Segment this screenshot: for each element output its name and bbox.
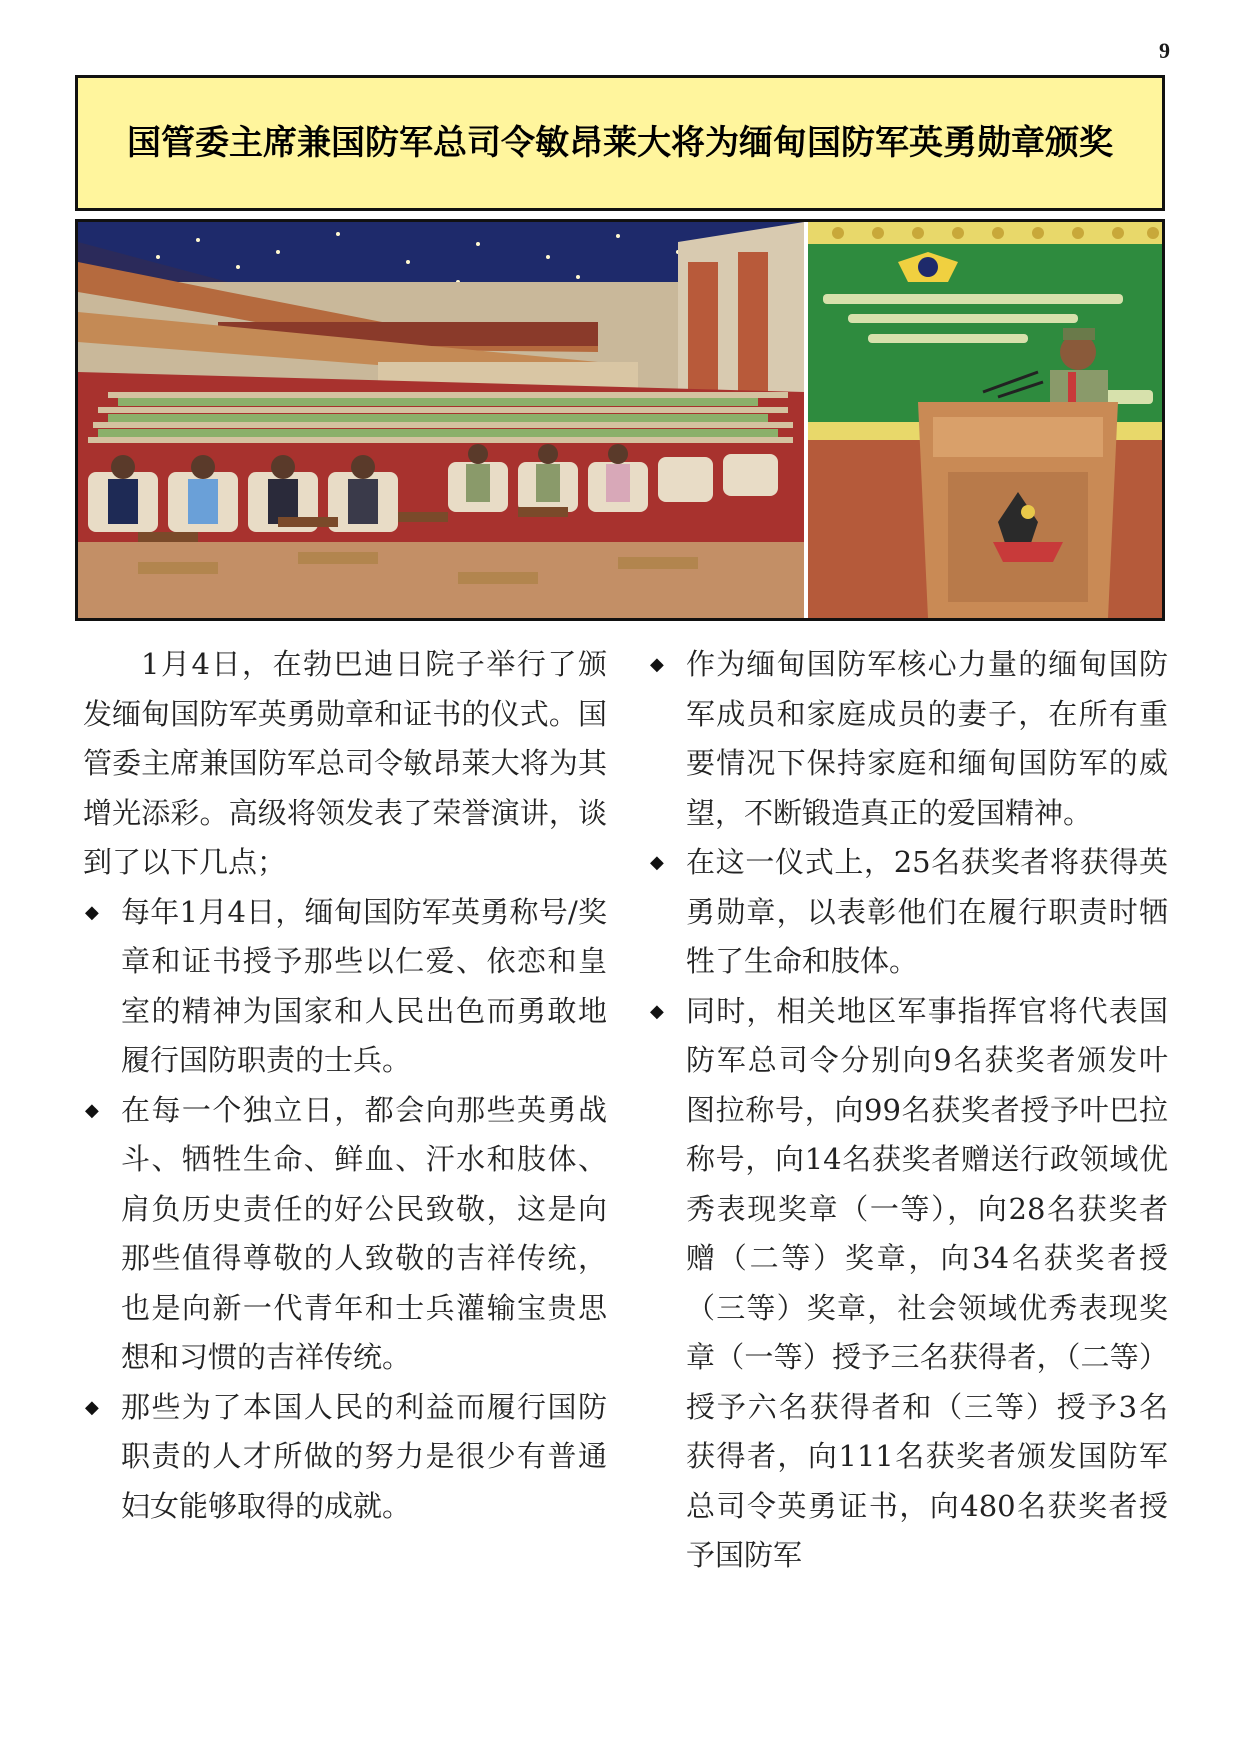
title-box xyxy=(75,75,1165,211)
list-item-text: 作为缅甸国防军核心力量的缅甸国防军成员和家庭成员的妻子，在所有重要情况下保持家庭和缅甸国防军的威望，不断锻造真正的爱国精神。 xyxy=(686,647,1168,830)
page-title: 国管委主席兼国防军总司令敏昂莱大将为缅甸国防军英勇勋章颁奖 xyxy=(127,123,1113,163)
right-bullet-list xyxy=(648,640,1168,1581)
intro-paragraph: 1月4日，在勃巴迪日院子举行了颁发缅甸国防军英勇勋章和证书的仪式。国管委主席兼国防军总司令敏昂莱大将为其增光添彩。高级将领发表了荣誉演讲，谈到了以下几点； xyxy=(83,647,607,879)
diamond-bullet-icon: ◆ xyxy=(650,1000,664,1022)
list-item-text: 在这一仪式上，25名获奖者将获得英勇勋章，以表彰他们在履行职责时牺牲了生命和肢体。 xyxy=(686,845,1168,978)
list-item xyxy=(83,1383,607,1532)
diamond-bullet-icon: ◆ xyxy=(85,1396,99,1418)
list-item-text: 在每一个独立日，都会向那些英勇战斗、牺牲生命、鲜血、汗水和肢体、肩负历史责任的好公民致敬，这是向那些值得尊敬的人致敬的吉祥传统，也是向新一代青年和士兵灌输宝贵思想和习惯的吉祥传统。 xyxy=(121,1092,607,1374)
diamond-bullet-icon: ◆ xyxy=(85,1099,99,1121)
page-number: 9 xyxy=(1159,38,1170,63)
diamond-bullet-icon: ◆ xyxy=(85,901,99,923)
list-item-text: 那些为了本国人民的利益而履行国防职责的人才所做的努力是很少有普通妇女能够取得的成就。 xyxy=(121,1389,607,1523)
list-item xyxy=(648,640,1168,838)
diamond-bullet-icon: ◆ xyxy=(650,654,664,675)
right-column xyxy=(648,640,1168,1581)
list-item xyxy=(648,838,1168,987)
left-bullet-list xyxy=(83,888,607,1532)
left-column xyxy=(83,640,607,1531)
list-item xyxy=(83,1086,607,1383)
diamond-bullet-icon: ◆ xyxy=(650,852,664,873)
list-item-text: 每年1月4日，缅甸国防军英勇称号/奖章和证书授予那些以仁爱、依恋和皇室的精神为国家和人民出色而勇敢地履行国防职责的士兵。 xyxy=(121,894,607,1077)
list-item xyxy=(648,987,1168,1581)
speaker-at-podium-photo xyxy=(808,222,1162,618)
list-item xyxy=(83,888,607,1086)
photo-frame xyxy=(75,219,1165,621)
auditorium-audience-photo xyxy=(78,222,804,618)
list-item-text: 同时，相关地区军事指挥官将代表国防军总司令分别向9名获奖者颁发叶图拉称号，向99名获奖者授予叶巴拉称号，向14名获奖者赠送行政领域优秀表现奖章（一等），向28名获奖者赠（二等）奖章，向34名获奖者授（三等）奖章，社会领域优秀表现奖章（一等）授予三名获得者，（二等）授予六名获得者和（三等）授予3名获得者，向111名获奖者颁发国防军总司令英勇证书，向480名获奖者授予国防军 xyxy=(686,993,1168,1572)
